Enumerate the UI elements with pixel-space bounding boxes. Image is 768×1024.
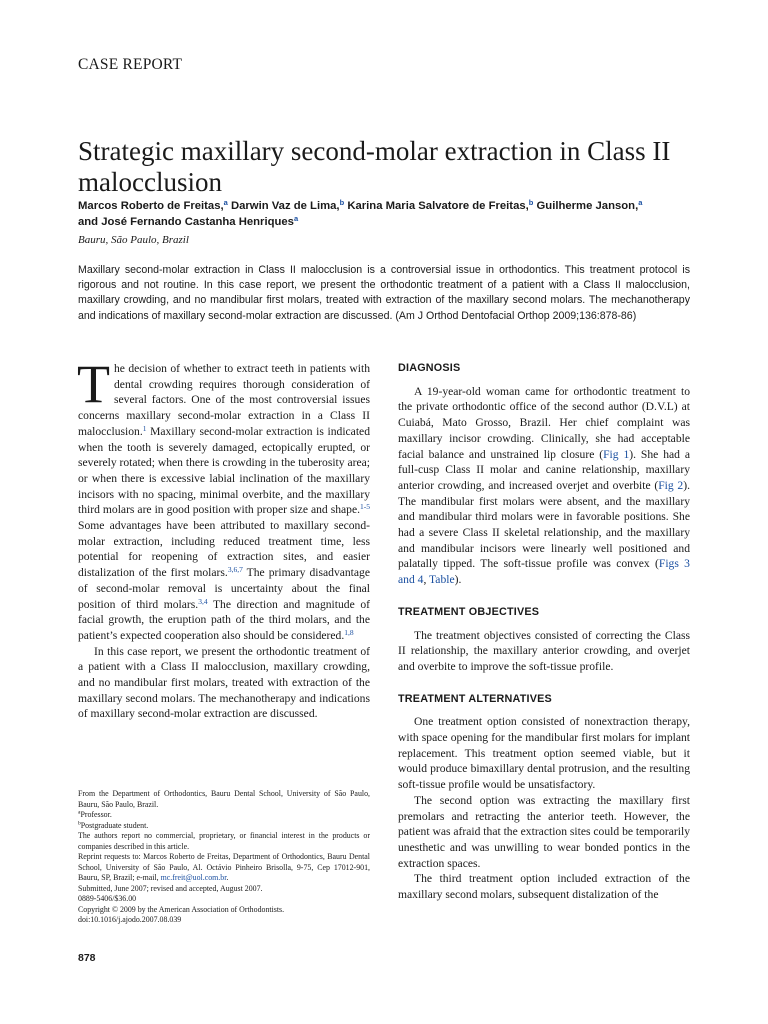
affiliation-mark: a xyxy=(293,214,299,223)
intro-paragraph-2: In this case report, we present the orthodontic treatment of a patient with a Class II malocclusion, maxillary crowding, and no mandibular first molars, treated with extraction of the maxillary second molars. The mechanotherapy and indications of maxillary second-molar extraction are discussed. xyxy=(78,644,370,721)
reference-link[interactable]: 3,4 xyxy=(198,596,208,606)
intro-text: Maxillary second-molar extraction is indicated when the tooth is severely damaged, ectopically erupted, or severely rotated; when there is crowding in the tuberosity area; or when there is excessive labial inclination of the maxillary incisors with no spacing, minimal overbite, and the maxillary third molars are in good position with proper size and shape. xyxy=(78,424,370,517)
footnote-professor: $^a$Professor. xyxy=(78,809,112,819)
diagnosis-heading: DIAGNOSIS xyxy=(398,362,461,374)
footnote-submitted: Submitted, June 2007; revised and accepted, August 2007. xyxy=(78,883,263,893)
author-name: Marcos Roberto de Freitas, xyxy=(78,200,224,212)
reference-link[interactable]: 3,6,7 xyxy=(227,565,243,575)
footnote-conflict: The authors report no commercial, proprietary, or financial interest in the products or companies described in this article. xyxy=(78,831,370,851)
figure-link[interactable]: Figs 3 and 4 xyxy=(398,557,690,587)
objectives-paragraph: The treatment objectives consisted of correcting the Class II relationship, the maxillary anterior crowding, and overjet and overbite to improve the soft-tissue profile. xyxy=(398,628,690,673)
introduction-column xyxy=(77,354,370,722)
objectives-heading: TREATMENT OBJECTIVES xyxy=(398,605,540,618)
footnote-issn: 0889-5406/$36.00 xyxy=(78,894,137,903)
author-name: Karina Maria Salvatore de Freitas, xyxy=(347,200,529,212)
intro-text: Some advantages have been attributed to maxillary second-molar extraction, including reduced treatment time, less potential for reopening of extraction sites, and easier distalization of the first molars. xyxy=(78,519,370,580)
affiliation-mark: b xyxy=(339,198,345,207)
abstract: Maxillary second-molar extraction in Class II malocclusion is a controversial issue in orthodontics. This treatment protocol is rigorous and not routine. In this case report, we present the orthodontic treatment of a patient with a Class II malocclusion, maxillary crowding, and no mandibular first molars, treated with extraction of the maxillary second molars. The mechanotherapy and indications of maxillary second-molar extraction are discussed. (Am J Orthod Dentofacial Orthop 2009;136:878-86) xyxy=(78,264,690,322)
reference-link[interactable]: 1,8 xyxy=(344,627,354,637)
email-link[interactable]: mc.freit@uol.com.br xyxy=(160,873,227,882)
footnote-department: From the Department of Orthodontics, Bauru Dental School, University of São Paulo, Bauru, São Paulo, Brazil. xyxy=(78,789,370,809)
author-name: Darwin Vaz de Lima, xyxy=(230,200,340,212)
alternatives-paragraph: One treatment option consisted of nonextraction therapy, with space opening for the mandibular first molars for implant replacement. This treatment option seemed viable, but it would produce bimaxillary dental protrusion, and the resulting soft-tissue profile would be unsatisfactory. xyxy=(398,715,690,792)
intro-text: he decision of whether to extract teeth in patients with dental crowding requires thorough consideration of several factors. One of the most controversial issues concerns maxillary second-molar extraction in a Class II malocclusion. xyxy=(78,362,370,438)
footnotes xyxy=(78,789,370,926)
intro-text: The direction and magnitude of facial growth, the eruption path of the third molars, and the patient’s expected cooperation also should be considered. xyxy=(78,597,370,642)
author-name: and José Fernando Castanha Henriques xyxy=(78,216,294,228)
section-label: CASE REPORT xyxy=(78,56,183,73)
reference-link[interactable]: 1 xyxy=(142,423,147,433)
footnote-reprint: Reprint requests to: Marcos Roberto de Freitas, Department of Orthodontics, Bauru Dental School, University of São Paulo, Al. Octávio Pinheiro Brisolla, 9-75, Cep 17012-901, Bauru, SP, Brazil; e-mail, mc.freit@uol.com.br. xyxy=(78,852,370,882)
table-link[interactable]: Table xyxy=(429,573,455,587)
right-column xyxy=(398,361,690,903)
alternatives-paragraph: The third treatment option included extraction of the maxillary second molars, subsequent distalization of the xyxy=(398,872,690,902)
figure-link[interactable]: Fig 2 xyxy=(658,478,684,492)
alternatives-heading: TREATMENT ALTERNATIVES xyxy=(398,692,552,705)
reference-link[interactable]: 1-5 xyxy=(360,502,370,512)
diagnosis-paragraph: A 19-year-old woman came for orthodontic treatment to the private orthodontic office of the second author (D.V.L) at Cuiabá, Mato Grosso, Brazil. Her chief complaint was maxillary incisor crowding. Clinically, she had acceptable facial balance and unstrained lip closure (Fig 1). She had a full-cusp Class II molar and canine relationship, maxillary anterior crowding, and increased overjet and overbite (Fig 2). The mandibular first molars were absent, and the maxillary and mandibular third molars were in favorable positions. She had a severe Class II skeletal relationship, and the maxillary and mandibular incisors were linearly well positioned and palatally tipped. The soft-tissue profile was convex (Figs 3 and 4, Table). xyxy=(398,384,690,587)
drop-cap: T xyxy=(77,354,110,414)
footnote-doi: doi:10.1016/j.ajodo.2007.08.039 xyxy=(78,915,182,924)
affiliation-mark: a xyxy=(223,198,228,207)
author-list xyxy=(78,198,688,230)
intro-text: The primary disadvantage of second-molar removal is uncertainty about the final position of third molars. xyxy=(78,566,370,611)
alternatives-paragraph: The second option was extracting the maxillary first premolars and retracting the anterior teeth. However, the patient was afraid that the extraction sites could be temporarily unesthetic and was unwilling to wear bonded pontics in the extraction spaces. xyxy=(398,793,690,870)
affiliation-mark: a xyxy=(638,198,643,207)
page-number: 878 xyxy=(78,952,96,964)
affiliation-mark: b xyxy=(528,198,534,207)
author-affiliation: Bauru, São Paulo, Brazil xyxy=(78,234,189,246)
footnote-copyright: Copyright © 2009 by the American Association of Orthodontists. xyxy=(78,904,285,914)
intro-paragraph xyxy=(77,354,370,644)
author-name: Guilherme Janson, xyxy=(536,200,639,212)
article-title: Strategic maxillary second-molar extraction in Class II malocclusion xyxy=(78,136,671,198)
figure-link[interactable]: Fig 1 xyxy=(603,447,630,461)
footnote-student: $^b$Postgraduate student. xyxy=(78,819,149,830)
